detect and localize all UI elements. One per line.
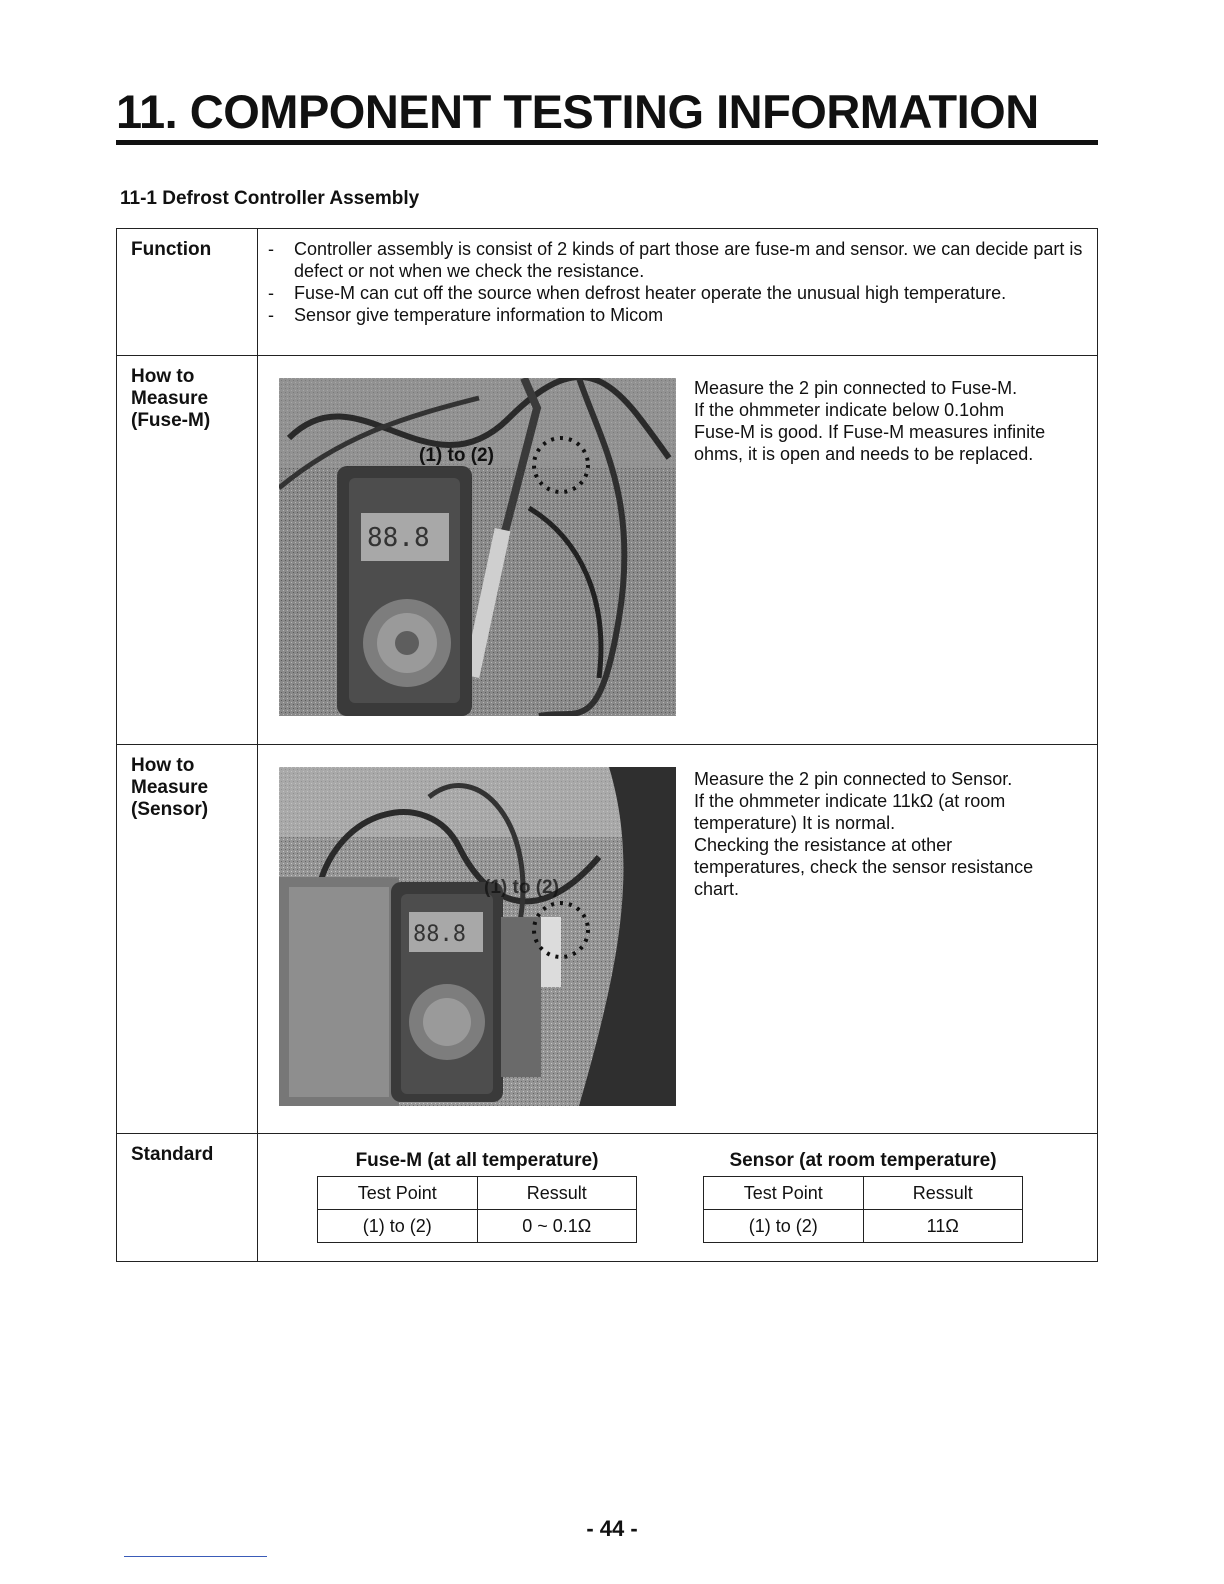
sensor-multimeter-photo [279,767,676,1106]
standard-label: Standard [117,1134,258,1262]
function-row [117,229,1098,356]
function-bullet: - Controller assembly is consist of 2 kinds of part those are fuse-m and sensor. we can decide part is defect or not when we check the resistance. [268,239,1083,281]
page-number: - 44 - [586,1516,638,1541]
fuse-measure-label: How to Measure (Fuse-M) [117,356,258,745]
table-row [704,1210,1023,1243]
sensor-standard-block [703,1150,1023,1243]
table-header: Test Point [318,1177,478,1210]
sensor-measure-instructions: Measure the 2 pin connected to Sensor. If the ohmmeter indicate 11kΩ (at room temperature) It is normal. Checking the resistance at other temperatures, check the sensor resistance chart. [694,769,1034,899]
table-cell: 0 ~ 0.1Ω [477,1210,637,1243]
function-bullet: - Fuse-M can cut off the source when defrost heater operate the unusual high temperature. [268,283,1007,303]
fuse-measure-instructions: Measure the 2 pin connected to Fuse-M. If the ohmmeter indicate below 0.1ohm Fuse-M is good. If Fuse-M measures infinite ohms, it is open and needs to be replaced. [694,378,1046,464]
table-row [318,1210,637,1243]
function-label: Function [117,229,258,356]
table-header: Test Point [704,1177,864,1210]
table-row [318,1177,637,1210]
table-header: Ressult [863,1177,1023,1210]
fuse-measure-content [258,356,1098,745]
function-description [258,229,1098,356]
fuse-photo-label: (1) to (2) [419,445,494,466]
svg-text:88.8: 88.8 [413,922,466,947]
fuse-multimeter-photo [279,378,676,716]
sensor-measure-content [258,745,1098,1134]
svg-text:88.8: 88.8 [367,523,430,553]
footer-divider [124,1556,267,1557]
sensor-photo-label: (1) to (2) [484,877,559,898]
sensor-measure-row [117,745,1098,1134]
standard-content [258,1134,1098,1262]
sensor-standard-title: Sensor (at room temperature) [729,1150,997,1171]
table-header: Ressult [477,1177,637,1210]
table-cell: (1) to (2) [318,1210,478,1243]
table-row [704,1177,1023,1210]
fuse-standard-table [317,1176,637,1243]
fuse-standard-title: Fuse-M (at all temperature) [355,1150,599,1171]
component-test-table [116,228,1098,1262]
sensor-standard-table [703,1176,1023,1243]
sensor-measure-label: How to Measure (Sensor) [117,745,258,1134]
section-title: 11-1 Defrost Controller Assembly [120,188,420,209]
fuse-standard-block [317,1150,637,1243]
table-cell: 11Ω [863,1210,1023,1243]
function-bullet: - Sensor give temperature information to Micom [268,305,664,325]
standard-row [117,1134,1098,1262]
page-title: 11. COMPONENT TESTING INFORMATION [116,86,1098,145]
fuse-measure-row [117,356,1098,745]
table-cell: (1) to (2) [704,1210,864,1243]
